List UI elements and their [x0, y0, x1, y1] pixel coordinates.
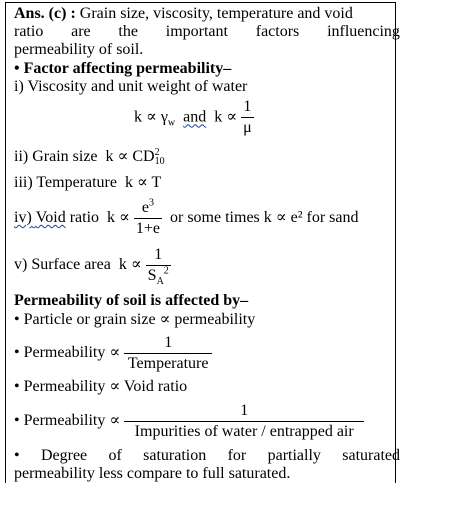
- word: saturation: [143, 447, 207, 464]
- temperature-line: [14, 174, 161, 192]
- formula-and: and: [183, 108, 207, 126]
- surface-area-line: [14, 245, 171, 286]
- answer-box: [5, 2, 400, 483]
- grain-size-line: [14, 148, 165, 166]
- temperature-label: iii) Temperature: [14, 174, 117, 191]
- superscript: 3: [148, 197, 154, 209]
- word: are: [71, 23, 91, 40]
- numerator: 1: [240, 402, 249, 419]
- surface-formula: k ∝: [118, 256, 142, 274]
- factor-heading: • Factor affecting permeability–: [14, 60, 232, 77]
- word: of: [108, 447, 122, 464]
- viscosity-label: i) Viscosity and unit weight of water: [14, 78, 248, 95]
- denominator: μ: [243, 119, 252, 136]
- denominator: [146, 265, 171, 286]
- word: the: [118, 23, 138, 40]
- fraction: [134, 198, 162, 239]
- formula-text: k ∝: [214, 108, 238, 126]
- temperature-formula: k ∝ T: [124, 174, 162, 191]
- bullet-saturation-line-2: permeability less compare to full saturated.: [14, 465, 291, 482]
- bullet-grain: • Particle or grain size ∝ permeability: [14, 311, 256, 328]
- viscosity-formula: [134, 97, 254, 138]
- answer-label: Ans. (c) :: [14, 5, 76, 22]
- affected-heading: Permeability of soil is affected by–: [14, 292, 249, 309]
- answer-intro: Grain size, viscosity, temperature and void: [79, 5, 353, 22]
- void-ratio-line: [14, 198, 358, 239]
- void-tail: or some times k ∝ e² for sand: [170, 209, 359, 227]
- grain-label: ii) Grain size: [14, 148, 98, 165]
- denominator: Impurities of water / entrapped air: [124, 421, 364, 442]
- word: factors: [255, 23, 300, 40]
- fraction: [146, 245, 171, 286]
- grain-formula: k ∝ CD: [105, 148, 155, 165]
- denominator: 1+e: [135, 220, 160, 237]
- bullet-label: • Permeability ∝: [14, 344, 121, 362]
- subscript: w: [167, 117, 176, 129]
- word: •: [14, 447, 20, 464]
- bullet-temperature: [14, 333, 212, 374]
- subscript: A: [156, 276, 164, 288]
- void-rest: ratio: [69, 209, 100, 227]
- word: saturated: [342, 447, 400, 464]
- fraction: [124, 333, 212, 374]
- numerator: 1: [164, 334, 173, 351]
- word: partially: [267, 447, 321, 464]
- void-label: [14, 209, 66, 226]
- void-word: Void: [35, 209, 66, 227]
- numerator: 1: [243, 98, 252, 115]
- fraction: [124, 401, 364, 442]
- bullet-impurities: [14, 401, 364, 442]
- answer-line-3: permeability of soil.: [14, 41, 144, 58]
- denominator: Temperature: [124, 353, 212, 374]
- surface-label: v) Surface area: [14, 256, 111, 274]
- numerator: [134, 198, 162, 218]
- formula-text: k ∝ γ: [134, 108, 168, 126]
- superscript: 2: [163, 265, 169, 277]
- answer-line-1: [14, 5, 400, 23]
- word: Degree: [40, 447, 88, 464]
- subscript: 10: [154, 156, 165, 168]
- answer-line-2: [14, 23, 400, 41]
- word: important: [165, 23, 228, 40]
- denominator-text: S: [147, 267, 157, 284]
- void-formula: k ∝: [107, 209, 130, 227]
- fraction: [241, 97, 254, 138]
- bullet-void: • Permeability ∝ Void ratio: [14, 378, 188, 395]
- bullet-saturation-line-1: [14, 447, 400, 465]
- numerator: 1: [154, 246, 163, 263]
- word: for: [227, 447, 247, 464]
- void-prefix: iv): [14, 209, 32, 227]
- word: influencing: [327, 23, 400, 40]
- numerator-text: e: [141, 199, 149, 216]
- bullet-label: • Permeability ∝: [14, 412, 121, 430]
- superscript: 2: [154, 147, 160, 159]
- word: ratio: [14, 23, 44, 40]
